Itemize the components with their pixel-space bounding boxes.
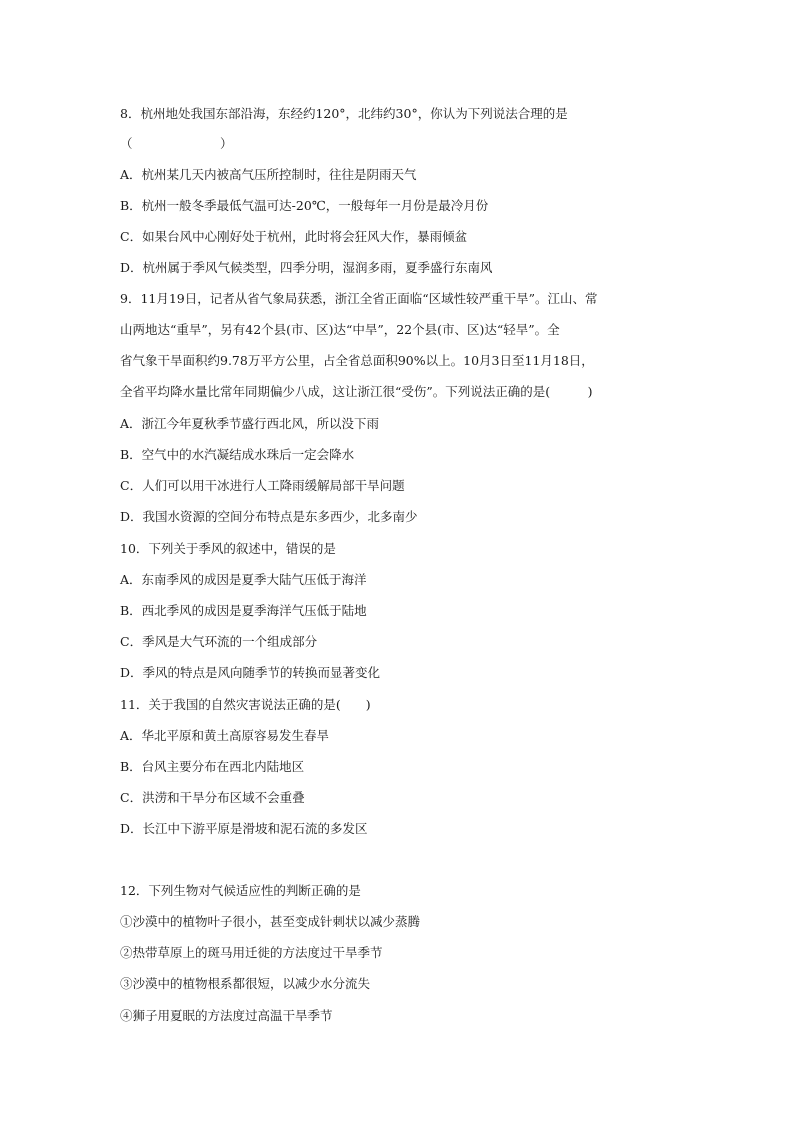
- q10-option-a: A．东南季风的成因是夏季大陆气压低于海洋: [120, 572, 367, 587]
- q11-option-c: C．洪涝和干旱分布区域不会重叠: [120, 790, 305, 805]
- q9-option-b: B．空气中的水汽凝结成水珠后一定会降水: [120, 447, 355, 462]
- q11-stem: 11．关于我国的自然灾害说法正确的是( ): [120, 697, 371, 712]
- q11-option-a: A．华北平原和黄土高原容易发生春旱: [120, 728, 330, 743]
- q9-stem-line-3: 省气象干旱面积约9.78万平方公里，占全省总面积90%以上。10月3日至11月18日，: [120, 353, 594, 368]
- q11-option-d: D．长江中下游平原是滑坡和泥石流的多发区: [120, 821, 368, 836]
- q8-option-d: D．杭州属于季风气候类型，四季分明，湿润多雨，夏季盛行东南风: [120, 260, 493, 275]
- q10-option-c: C．季风是大气环流的一个组成部分: [120, 634, 318, 649]
- q10-option-b: B．西北季风的成因是夏季海洋气压低于陆地: [120, 603, 367, 618]
- q8-option-b: B．杭州一般冬季最低气温可达-20℃，一般每年一月份是最冷月份: [120, 198, 489, 213]
- q9-stem-line-4: 全省平均降水量比常年同期偏少八成，这让浙江很“受伤”。下列说法正确的是( ): [120, 384, 593, 399]
- q9-option-d: D．我国水资源的空间分布特点是东多西少，北多南少: [120, 509, 418, 524]
- q8-option-a: A．杭州某几天内被高气压所控制时，往往是阴雨天气: [120, 167, 417, 182]
- q12-item-4: ④狮子用夏眠的方法度过高温干旱季节: [120, 1008, 333, 1023]
- q9-option-c: C．人们可以用干冰进行人工降雨缓解局部干旱问题: [120, 478, 405, 493]
- q8-stem: 8．杭州地处我国东部沿海，东经约120°，北纬约30°，你认为下列说法合理的是: [120, 106, 568, 121]
- q9-stem-line-2: 山两地达“重旱”，另有42个县(市、区)达“中旱”，22个县(市、区)达“轻旱”。全: [120, 322, 560, 337]
- q8-option-c: C．如果台风中心刚好处于杭州，此时将会狂风大作，暴雨倾盆: [120, 229, 468, 244]
- q12-stem: 12．下列生物对气候适应性的判断正确的是: [120, 883, 361, 898]
- q11-option-b: B．台风主要分布在西北内陆地区: [120, 759, 305, 774]
- q10-option-d: D．季风的特点是风向随季节的转换而显著变化: [120, 665, 381, 680]
- q9-option-a: A．浙江今年夏秋季节盛行西北风，所以没下雨: [120, 416, 380, 431]
- q12-item-2: ②热带草原上的斑马用迁徙的方法度过干旱季节: [120, 945, 383, 960]
- q9-stem-line-1: 9．11月19日，记者从省气象局获悉，浙江全省正面临“区域性较严重干旱”。江山、常: [120, 291, 598, 306]
- q8-answer-blank: （ ）: [120, 136, 233, 151]
- q12-item-3: ③沙漠中的植物根系都很短，以减少水分流失: [120, 976, 371, 991]
- q12-item-1: ①沙漠中的植物叶子很小，甚至变成针刺状以减少蒸腾: [120, 914, 421, 929]
- q10-stem: 10．下列关于季风的叙述中，错误的是: [120, 541, 336, 556]
